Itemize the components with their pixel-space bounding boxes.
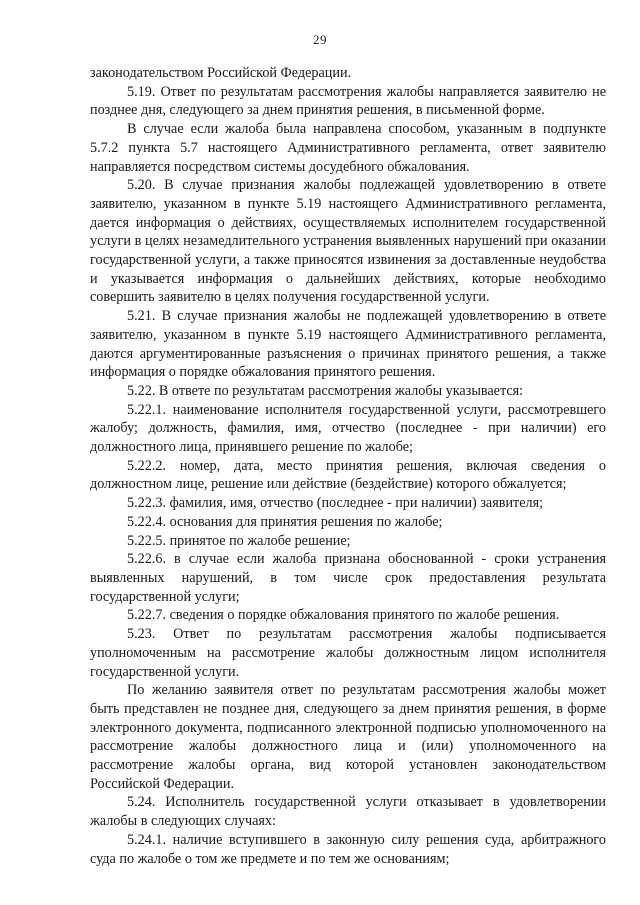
paragraph: 5.20. В случае признания жалобы подлежащей удовлетворению в ответе заявителю, указанном в пункте 5.19 настоящего Административного регламента, дается информация о действиях, осуществляемых исполнителем государственной услуги в целях незамедлительного устранения выявленных нарушений при оказании государственной услуги, а также приносятся извинения за доставленные неудобства и указывается информация о дальнейших действиях, которые необходимо совершить заявителю в целях получения государственной услуги. [90, 177, 606, 306]
paragraph: законодательством Российской Федерации. [90, 65, 352, 81]
paragraph: По желанию заявителя ответ по результатам рассмотрения жалобы может быть представлен не позднее дня, следующего за днем принятия решения, в форме электронного документа, подписанного электронной подписью уполномоченного на рассмотрение жалобы должностного лица и (или) уполномоченного на рассмотрение жалобы органа, вид которой установлен законодательством Российской Федерации. [90, 682, 606, 792]
paragraph: 5.22.2. номер, дата, место принятия решения, включая сведения о должностном лице, решение или действие (бездействие) которого обжалуется; [90, 457, 606, 493]
paragraph: 5.24.1. наличие вступившего в законную силу решения суда, арбитражного суда по жалобе о том же предмете и по тем же основаниям; [90, 831, 606, 867]
paragraph: 5.24. Исполнитель государственной услуги отказывает в удовлетворении жалобы в следующих случаях: [90, 794, 606, 830]
paragraph: 5.22.7. сведения о порядке обжалования принятого по жалобе решения. [127, 607, 560, 624]
paragraph: 5.19. Ответ по результатам рассмотрения жалобы направляется заявителю не позднее дня, следующего за днем принятия решения, в письменной форме. [90, 83, 606, 119]
document-body [90, 64, 606, 868]
paragraph: В случае если жалоба была направлена способом, указанным в подпункте 5.7.2 пункта 5.7 настоящего Административного регламента, ответ заявителю направляется посредством системы досудебного обжалования. [90, 121, 606, 175]
paragraph: 5.21. В случае признания жалобы не подлежащей удовлетворению в ответе заявителю, указанном в пункте 5.19 настоящего Административного регламента, даются аргументированные разъяснения о причинах принятого решения, а также информация о порядке обжалования принятого решения. [90, 308, 606, 381]
paragraph: 5.22.5. принятое по жалобе решение; [127, 532, 351, 549]
paragraph: 5.23. Ответ по результатам рассмотрения жалобы подписывается уполномоченным на рассмотрение жалобы должностным лицом исполнителя государственной услуги. [90, 626, 606, 680]
paragraph: 5.22.4. основания для принятия решения по жалобе; [127, 513, 443, 530]
paragraph: 5.22. В ответе по результатам рассмотрения жалобы указывается: [127, 382, 524, 399]
page-number: 29 [313, 32, 327, 47]
paragraph: 5.22.1. наименование исполнителя государственной услуги, рассмотревшего жалобу; должность, фамилия, имя, отчество (последнее - при наличии) его должностного лица, принявшего решение по жалобе; [90, 401, 606, 456]
paragraph: 5.22.6. в случае если жалоба признана обоснованной - сроки устранения выявленных нарушений, в том числе срок предоставления результата государственной услуги; [90, 551, 606, 605]
paragraph: 5.22.3. фамилия, имя, отчество (последнее - при наличии) заявителя; [127, 495, 544, 512]
